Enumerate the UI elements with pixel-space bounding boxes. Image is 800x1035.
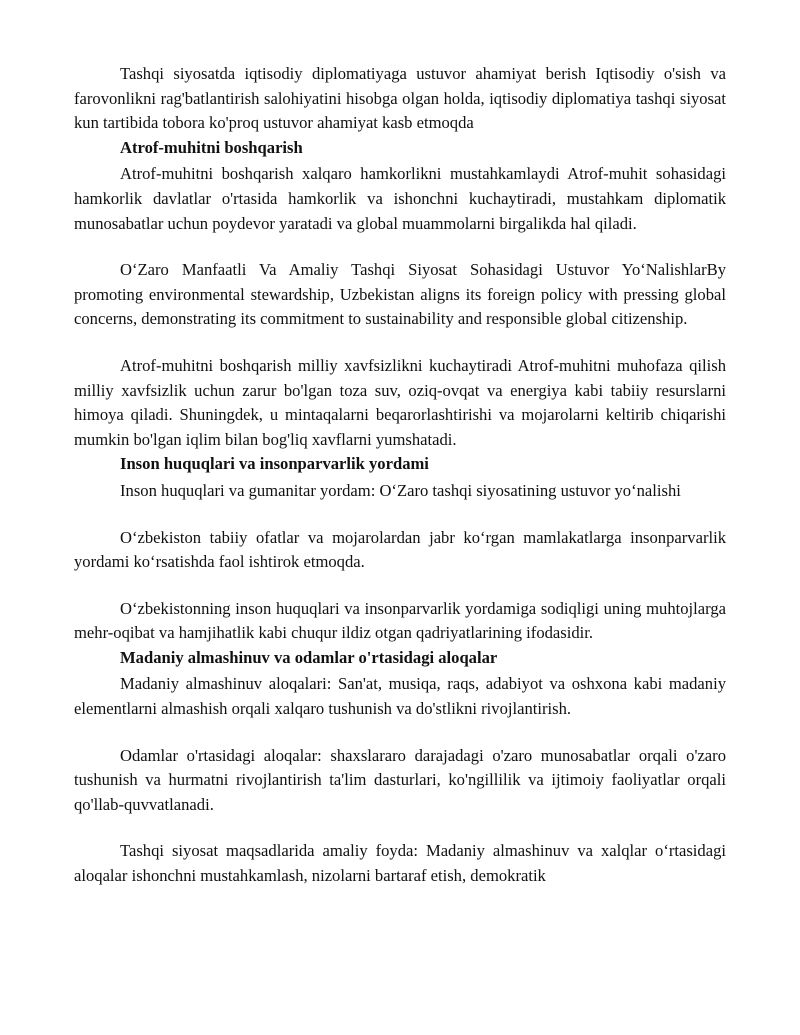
paragraph-human-rights-priority: Inson huquqlari va gumanitar yordam: O‘Zaro tashqi siyosatining ustuvor yo‘nalishi — [120, 480, 681, 500]
section-heading-human-rights: Inson huquqlari va insonparvarlik yordami — [120, 454, 429, 474]
paragraph-people-connections: Odamlar o'rtasidagi aloqalar: shaxslararo darajadagi o'zaro munosabatlar orqali o'zaro tushunish va hurmatni rivojlantirish ta'lim dasturlari, ko'ngillilik va ijtimoiy faoliyatlar orqali qo'llab-quvvatlanadi. — [74, 745, 726, 814]
paragraph-economic-diplomacy: Tashqi siyosatda iqtisodiy diplomatiyaga ustuvor ahamiyat berish Iqtisodiy o'sish va farovonlikni rag'batlantirish salohiyatini hisobga olgan holda, iqtisodiy diplomatiya tashqi siyosat kun tartibida tobora ko'proq ustuvor ahamiyat kasb etmoqda — [74, 64, 726, 133]
section-heading-cultural-exchange: Madaniy almashinuv va odamlar o'rtasidagi aloqalar — [120, 647, 498, 667]
paragraph-environment-cooperation: Atrof-muhitni boshqarish xalqaro hamkorlikni mustahkamlaydi Atrof-muhit sohasidagi hamkorlik davlatlar o'rtasida hamkorlik va ishonchni kuchaytiradi, mustahkam diplomatik munosabatlar uchun poydevor yaratadi va global muammolarni birgalikda hal qiladi. — [74, 164, 726, 233]
paragraph-national-security: Atrof-muhitni boshqarish milliy xavfsizlikni kuchaytiradi Atrof-muhitni muhofaza qilish milliy xavfsizlik uchun zarur bo'lgan toza suv, oziq-ovqat va energiya kabi tabiiy resurslarni himoya qiladi. Shuningdek, u mintaqalarni beqarorlashtirishi va mojarolarni keltirib chiqarishi mumkin bo'lgan iqlim bilan bog'liq xavflarni yumshatadi. — [74, 355, 726, 449]
section-heading-environment: Atrof-muhitni boshqarish — [120, 137, 303, 157]
document-page — [74, 62, 726, 889]
paragraph-mutual-foreign-policy: O‘Zaro Manfaatli Va Amaliy Tashqi Siyosat Sohasidagi Ustuvor Yo‘NalishlarBy promoting environmental stewardship, Uzbekistan aligns its foreign policy with pressing global concerns, demonstrating its commitment to sustainability and responsible global citizenship. — [74, 260, 726, 329]
paragraph-humanitarian-aid: O‘zbekiston tabiiy ofatlar va mojarolardan jabr ko‘rgan mamlakatlarga insonparvarlik yordami ko‘rsatishda faol ishtirok etmoqda. — [74, 527, 726, 572]
paragraph-values: O‘zbekistonning inson huquqlari va insonparvarlik yordamiga sodiqligi uning muhtojlarga mehr-oqibat va hamjihatlik kabi chuqur ildiz otgan qadriyatlarining ifodasidir. — [74, 598, 726, 643]
paragraph-cultural-exchange: Madaniy almashinuv aloqalari: San'at, musiqa, raqs, adabiyot va oshxona kabi madaniy elementlarni almashish orqali xalqaro tushunish va do'stlikni rivojlantirish. — [74, 674, 726, 719]
paragraph-practical-benefit: Tashqi siyosat maqsadlarida amaliy foyda: Madaniy almashinuv va xalqlar o‘rtasidagi aloqalar ishonchni mustahkamlash, nizolarni bartaraf etish, demokratik — [74, 841, 726, 886]
